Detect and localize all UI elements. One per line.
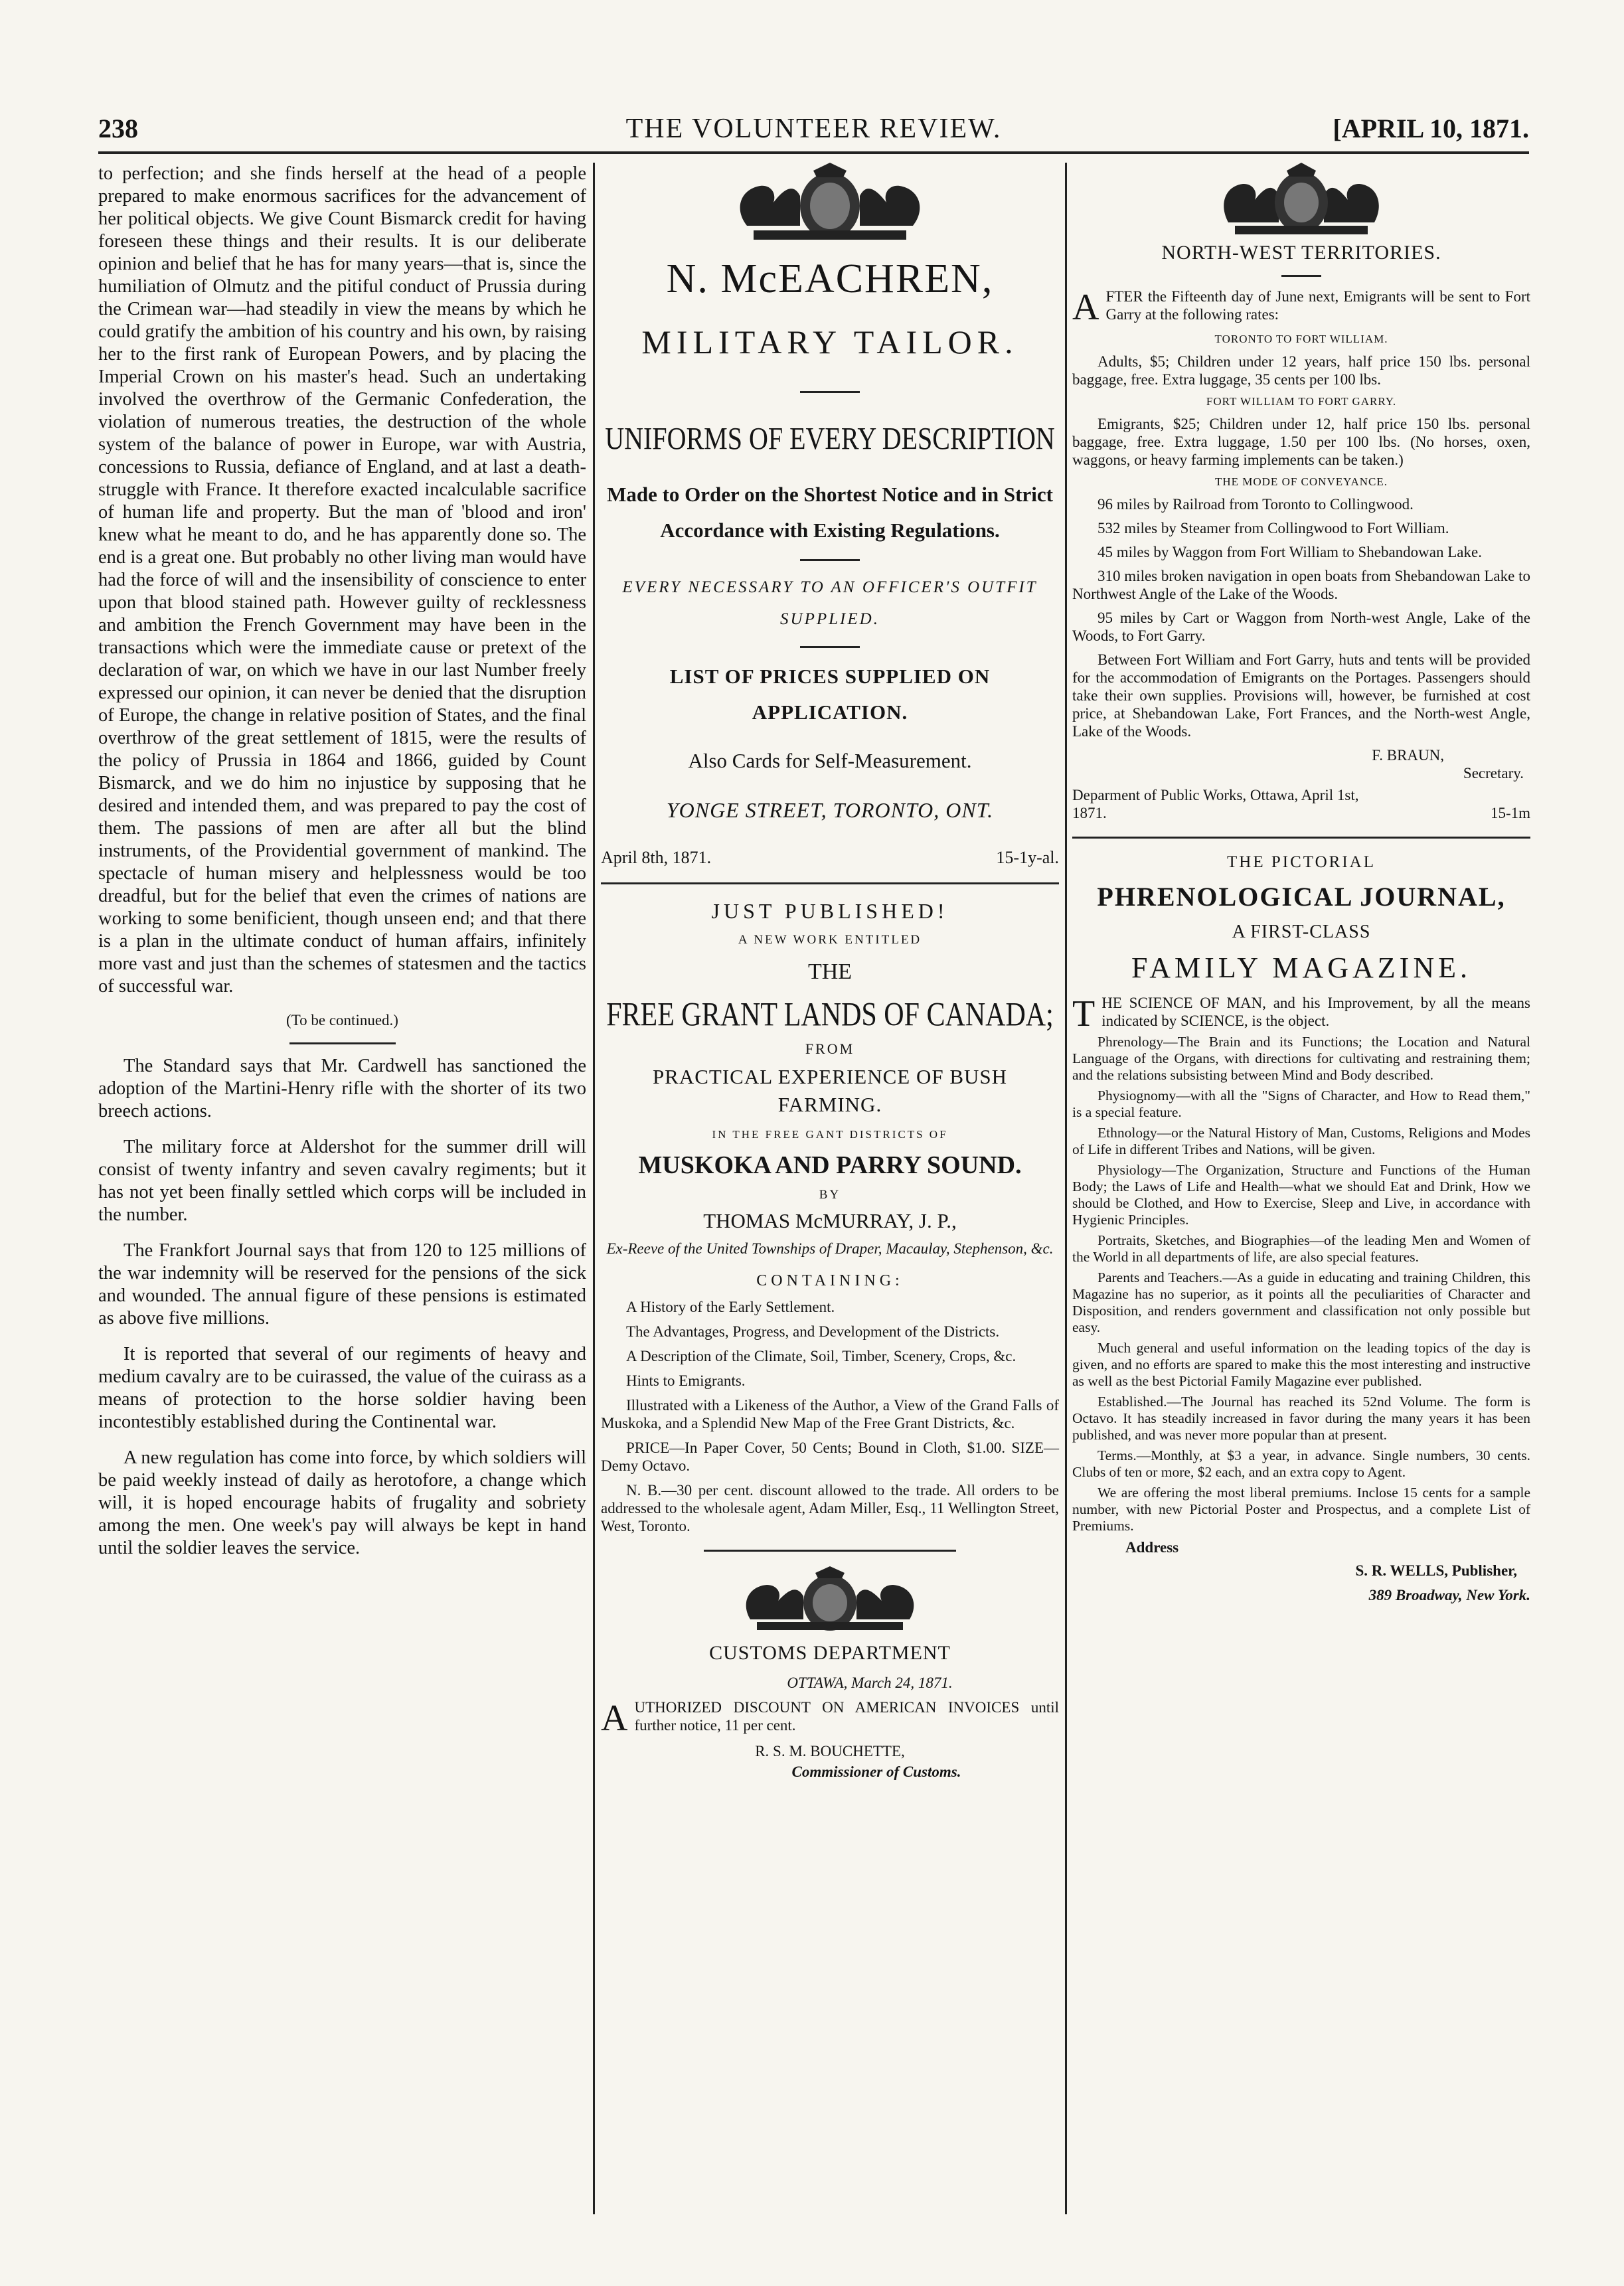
- drop-cap: A: [1072, 287, 1099, 328]
- list-item: 96 miles by Railroad from Toronto to Collingwood.: [1097, 496, 1414, 513]
- news-item-rifle: The Standard says that Mr. Cardwell has sanctioned the adoption of the Martini-Henry rifle with the shorter of its two breech actions.: [98, 1056, 586, 1121]
- just-published-heading: JUST PUBLISHED!: [711, 899, 949, 923]
- book-author: THOMAS McMURRAY, J. P.,: [703, 1209, 957, 1232]
- book-the: THE: [807, 959, 853, 984]
- masthead-title: THE VOLUNTEER REVIEW.: [625, 114, 1002, 144]
- column-rule-right: [1065, 163, 1067, 2214]
- ad-date: April 8th, 1871.: [601, 848, 712, 867]
- list-item: 95 miles by Cart or Waggon from North-west Angle, Lake of the Woods, to Fort Garry.: [1072, 610, 1530, 644]
- royal-crest-icon: [720, 163, 939, 246]
- rate-fort-william: Emigrants, $25; Children under 12, half price 150 lbs. personal baggage, free. Extra luggage, 1.50 per 100 lbs. (No horses, oxen, waggons, or heavy farming implements can be taken.): [1072, 416, 1530, 468]
- book-districts: IN THE FREE GANT DISTRICTS OF: [712, 1128, 948, 1141]
- ad-footer: [601, 848, 1059, 868]
- column-advertisements-middle: [601, 163, 1059, 1781]
- book-from: FROM: [805, 1040, 855, 1057]
- nwt-sign-title: Secretary.: [1463, 765, 1524, 781]
- list-item: A Description of the Climate, Soil, Timber, Scenery, Crops, &c.: [626, 1348, 1016, 1364]
- customs-sign: R. S. M. BOUCHETTE,: [755, 1743, 905, 1759]
- tailor-trade: MILITARY TAILOR.: [641, 323, 1018, 361]
- journal-title: PHRENOLOGICAL JOURNAL,: [1097, 882, 1506, 912]
- issue-date: [APRIL 10, 1871.: [1333, 114, 1529, 143]
- route-heading: FORT WILLIAM TO FORT GARRY.: [1206, 395, 1397, 408]
- customs-notice: [601, 1698, 1059, 1739]
- journal-features: [1072, 1034, 1530, 1534]
- list-item: Much general and useful information on the leading topics of the day is given, and no efforts are spared to make this the most interesting and instructive as well as the best Pictorial Family Magazine ever published.: [1072, 1340, 1530, 1389]
- nwt-intro-block: [1072, 287, 1530, 328]
- ad-separator: [601, 882, 1059, 884]
- page-number: 238: [98, 114, 138, 143]
- list-item: Portraits, Sketches, and Biographies—of the leading Men and Women of the World in all departments of life, are also special features.: [1072, 1232, 1530, 1265]
- ad-separator: [1072, 837, 1530, 839]
- list-item: PRICE—In Paper Cover, 50 Cents; Bound in Cloth, $1.00. SIZE—Demy Octavo.: [601, 1439, 1059, 1474]
- conveyance-list: [1072, 495, 1530, 740]
- column-advertisements-right: [1072, 163, 1530, 1604]
- news-item-indemnity: The Frankfort Journal says that from 120 to 125 millions of the war indemnity will be reserved for the pensions of the sick and wounded. The annual figure of these pensions is estimated as above five millions.: [98, 1240, 586, 1329]
- royal-crest-icon: [730, 1566, 930, 1633]
- page-header: [98, 113, 1529, 153]
- news-item-pay: A new regulation has come into force, by which soldiers will be paid weekly instead of daily as herotofore, a change which will, it is hoped encourage habits of frugality and sobriety among the men. One week's pay will always be kept in hand until the soldier leaves the service.: [98, 1447, 586, 1558]
- new-work-line: A NEW WORK ENTITLED: [738, 933, 922, 947]
- prices-line: LIST OF PRICES SUPPLIED ON APPLICATION.: [669, 665, 991, 724]
- news-item-cuirass: It is reported that several of our regiments of heavy and medium cavalry are to be cuirassed, the value of the cuirass as a means of protection to the horse soldier having been incontestibly established during the Continental war.: [98, 1344, 586, 1432]
- list-item: Ethnology—or the Natural History of Man, Customs, Religions and Modes of Life in different Tribes and Nations, will be given.: [1072, 1125, 1530, 1157]
- divider: [800, 391, 860, 393]
- outfit-line: EVERY NECESSARY TO AN OFFICER'S OUTFIT SUPPLIED.: [622, 578, 1038, 628]
- list-item: Physiognomy—with all the "Signs of Character, and How to Read them," is a special feature.: [1072, 1088, 1530, 1120]
- drop-cap: T: [1072, 993, 1096, 1034]
- rate-toronto: Adults, $5; Children under 12 years, half price 150 lbs. personal baggage, free. Extra luggage, 35 cents per 100 lbs.: [1072, 353, 1530, 388]
- tailor-name: N. McEACHREN,: [666, 256, 994, 301]
- journal-publisher: S. R. WELLS, Publisher,: [1355, 1562, 1517, 1579]
- customs-heading: CUSTOMS DEPARTMENT: [709, 1642, 951, 1664]
- list-item: A History of the Early Settlement.: [626, 1299, 835, 1315]
- book-place: MUSKOKA AND PARRY SOUND.: [638, 1151, 1022, 1179]
- list-item: 45 miles by Waggon from Fort William to Shebandowan Lake.: [1097, 544, 1482, 560]
- journal-mag: FAMILY MAGAZINE.: [1131, 951, 1471, 984]
- book-author-note: Ex-Reeve of the United Townships of Draper, Macaulay, Stephenson, &c.: [606, 1240, 1054, 1257]
- nwt-dept: Deparment of Public Works, Ottawa, April 1st, 1871.: [1072, 787, 1359, 821]
- nwt-code: 15-1m: [1490, 805, 1530, 821]
- list-item: Illustrated with a Likeness of the Author, a View of the Grand Falls of Muskoka, and a Splendid New Map of the Free Grant Districts, &c.: [601, 1397, 1059, 1431]
- made-to-order-line: Made to Order on the Shortest Notice and in Strict Accordance with Existing Regulations.: [607, 483, 1053, 542]
- journal-address-label: Address: [1125, 1539, 1179, 1556]
- cards-line: Also Cards for Self-Measurement.: [688, 749, 972, 772]
- book-containing: CONTAINING:: [756, 1272, 904, 1289]
- column-editorial: [98, 163, 586, 1573]
- ad-code: 15-1y-al.: [996, 848, 1059, 867]
- journal-intro-block: [1072, 993, 1530, 1034]
- divider: [800, 646, 860, 648]
- header-rule: [98, 151, 1529, 154]
- nwt-sign: F. BRAUN,: [1372, 747, 1444, 764]
- list-item: 310 miles broken navigation in open boats from Shebandowan Lake to Northwest Angle of the Lake of the Woods.: [1072, 568, 1530, 602]
- list-item: 532 miles by Steamer from Collingwood to Fort William.: [1097, 520, 1449, 536]
- list-item: Terms.—Monthly, at $3 a year, in advance. Single numbers, 30 cents. Clubs of ten or more, $2 each, and an extra copy to Agent.: [1072, 1447, 1530, 1480]
- book-by: BY: [819, 1188, 841, 1202]
- ad-separator: [704, 1550, 956, 1552]
- divider: [1281, 275, 1321, 277]
- customs-date: OTTAWA, March 24, 1871.: [787, 1674, 953, 1691]
- journal-sub: A FIRST-CLASS: [1232, 922, 1371, 942]
- list-item: Between Fort William and Fort Garry, huts and tents will be provided for the accommodation of Emigrants on the Portages. Passengers should take their own supplies. Provisions will, however, be furnished at cost price, at Shebandowan Lake, Fort Frances, and the North-west Angle, Lake of the Woods.: [1072, 651, 1530, 740]
- conveyance-heading: THE MODE OF CONVEYANCE.: [1214, 475, 1388, 488]
- royal-crest-icon: [1208, 163, 1394, 239]
- customs-title: Commissioner of Customs.: [791, 1763, 961, 1780]
- book-subtitle: PRACTICAL EXPERIENCE OF BUSH FARMING.: [652, 1065, 1008, 1116]
- list-item: The Advantages, Progress, and Development of the Districts.: [626, 1323, 1000, 1340]
- nwt-intro: FTER the Fifteenth day of June next, Emigrants will be sent to Fort Garry at the following rates:: [1105, 288, 1530, 323]
- column-rule-left: [593, 163, 595, 2214]
- journal-the: THE PICTORIAL: [1227, 853, 1376, 871]
- book-contents: [601, 1298, 1059, 1535]
- route-heading: TORONTO TO FORT WILLIAM.: [1214, 333, 1388, 345]
- news-item-aldershot: The military force at Aldershot for the summer drill will consist of twenty infantry and seven cavalry regiments; but it has not yet been finally settled which corps will be included in the number.: [98, 1137, 586, 1225]
- list-item: Established.—The Journal has reached its 52nd Volume. The form is Octavo. It has steadily increased in favor during the many years it has been published, and was never more popular than at present.: [1072, 1394, 1530, 1443]
- list-item: Phrenology—The Brain and its Functions; the Location and Natural Language of the Organs, with directions for cultivating and restraining them; and the relations subsisting between Mind and Body described.: [1072, 1034, 1530, 1083]
- continued-note: (To be continued.): [286, 1012, 398, 1028]
- journal-intro: HE SCIENCE OF MAN, and his Improvement, by all the means indicated by SCIENCE, is the object.: [1101, 995, 1530, 1029]
- drop-cap: A: [601, 1698, 628, 1739]
- nwt-heading: NORTH-WEST TERRITORIES.: [1161, 242, 1441, 264]
- list-item: Hints to Emigrants.: [626, 1372, 746, 1389]
- list-item: We are offering the most liberal premiums. Inclose 15 cents for a sample number, with new Pictorial Poster and Prospectus, and a complete List of Premiums.: [1072, 1485, 1530, 1534]
- list-item: N. B.—30 per cent. discount allowed to the trade. All orders to be addressed to the wholesale agent, Adam Miller, Esq., 11 Wellington Street, West, Toronto.: [601, 1482, 1059, 1534]
- divider: [800, 559, 860, 561]
- journal-address: 389 Broadway, New York.: [1368, 1587, 1530, 1603]
- list-item: Physiology—The Organization, Structure and Functions of the Human Body; the Laws of Life and Health—what we should Eat and Drink, How we should be Clothed, and How to Exercise, Sleep and Live, in accordance with Hygienic Principles.: [1072, 1162, 1530, 1228]
- section-divider: [289, 1042, 396, 1044]
- tailor-address: YONGE STREET, TORONTO, ONT.: [666, 798, 994, 822]
- nwt-footer: [1072, 786, 1530, 822]
- list-item: Parents and Teachers.—As a guide in educating and training Children, this Magazine has no superior, as it points all the peculiarities of Character and Disposition, and renders government and classification not only possible but easy.: [1072, 1269, 1530, 1335]
- uniforms-line: UNIFORMS OF EVERY DESCRIPTION: [605, 420, 1055, 457]
- editorial-paragraph: to perfection; and she finds herself at the head of a people prepared to make enormous sacrifices for the advancement of her political objects. We give Count Bismarck credit for having foreseen these things and their results. It is our deliberate opinion and belief that he has for many years—that is, since the humiliation of Olmutz and the pitiful conduct of Prussia during the Crimean war—had steadily in view the means by which he could gratify the ambition of his country and his own, by raising her to the first rank of European Powers, and by placing the Imperial Crown on his master's head. Such an undertaking involved the overthrow of the Germanic Confederation, the violation of numerous treaties, the destruction of the whole system of the balance of power in Europe, war with Austria, concessions to Russia, defiance of England, and at last a death-struggle with France. It therefore exacted incalculable sacrifice of human life and property. But the man of 'blood and iron' knew what he meant to do, and he has apparently done so. The end is a great one. But probably no other living man would have had the force of will and the insensibility of conscience to enter upon that blood stained path. However guilty of recklessness and ambition the French Government may have been in the transactions which were the immediate cause or pretext of the declaration of war, on which we have in our last Number freely expressed our opinion, it can never be denied that the disruption of Europe, the change in relative position of States, and the final overthrow of the great settlement of 1815, were the results of the policy of Prussia in 1864 and 1866, guided by Count Bismarck, and we do him no injustice by supposing that he desired and intended them, and was prepared to pay the cost of them. The passions of men are after all but the blind instruments, of the Providential government of mankind. The spectacle of human misery and helplessness would be too dreadful, but for the belief that even the crimes of nations are working to some benificient, though unseen end; and that there is a plan in the ultimate conduct of human affairs, infinitely more vast and just than the schemes of statesmen and the tactics of successful war.: [98, 163, 586, 997]
- book-title: FREE GRANT LANDS OF CANADA;: [606, 997, 1054, 1034]
- customs-body: UTHORIZED DISCOUNT ON AMERICAN INVOICES until further notice, 11 per cent.: [634, 1699, 1059, 1734]
